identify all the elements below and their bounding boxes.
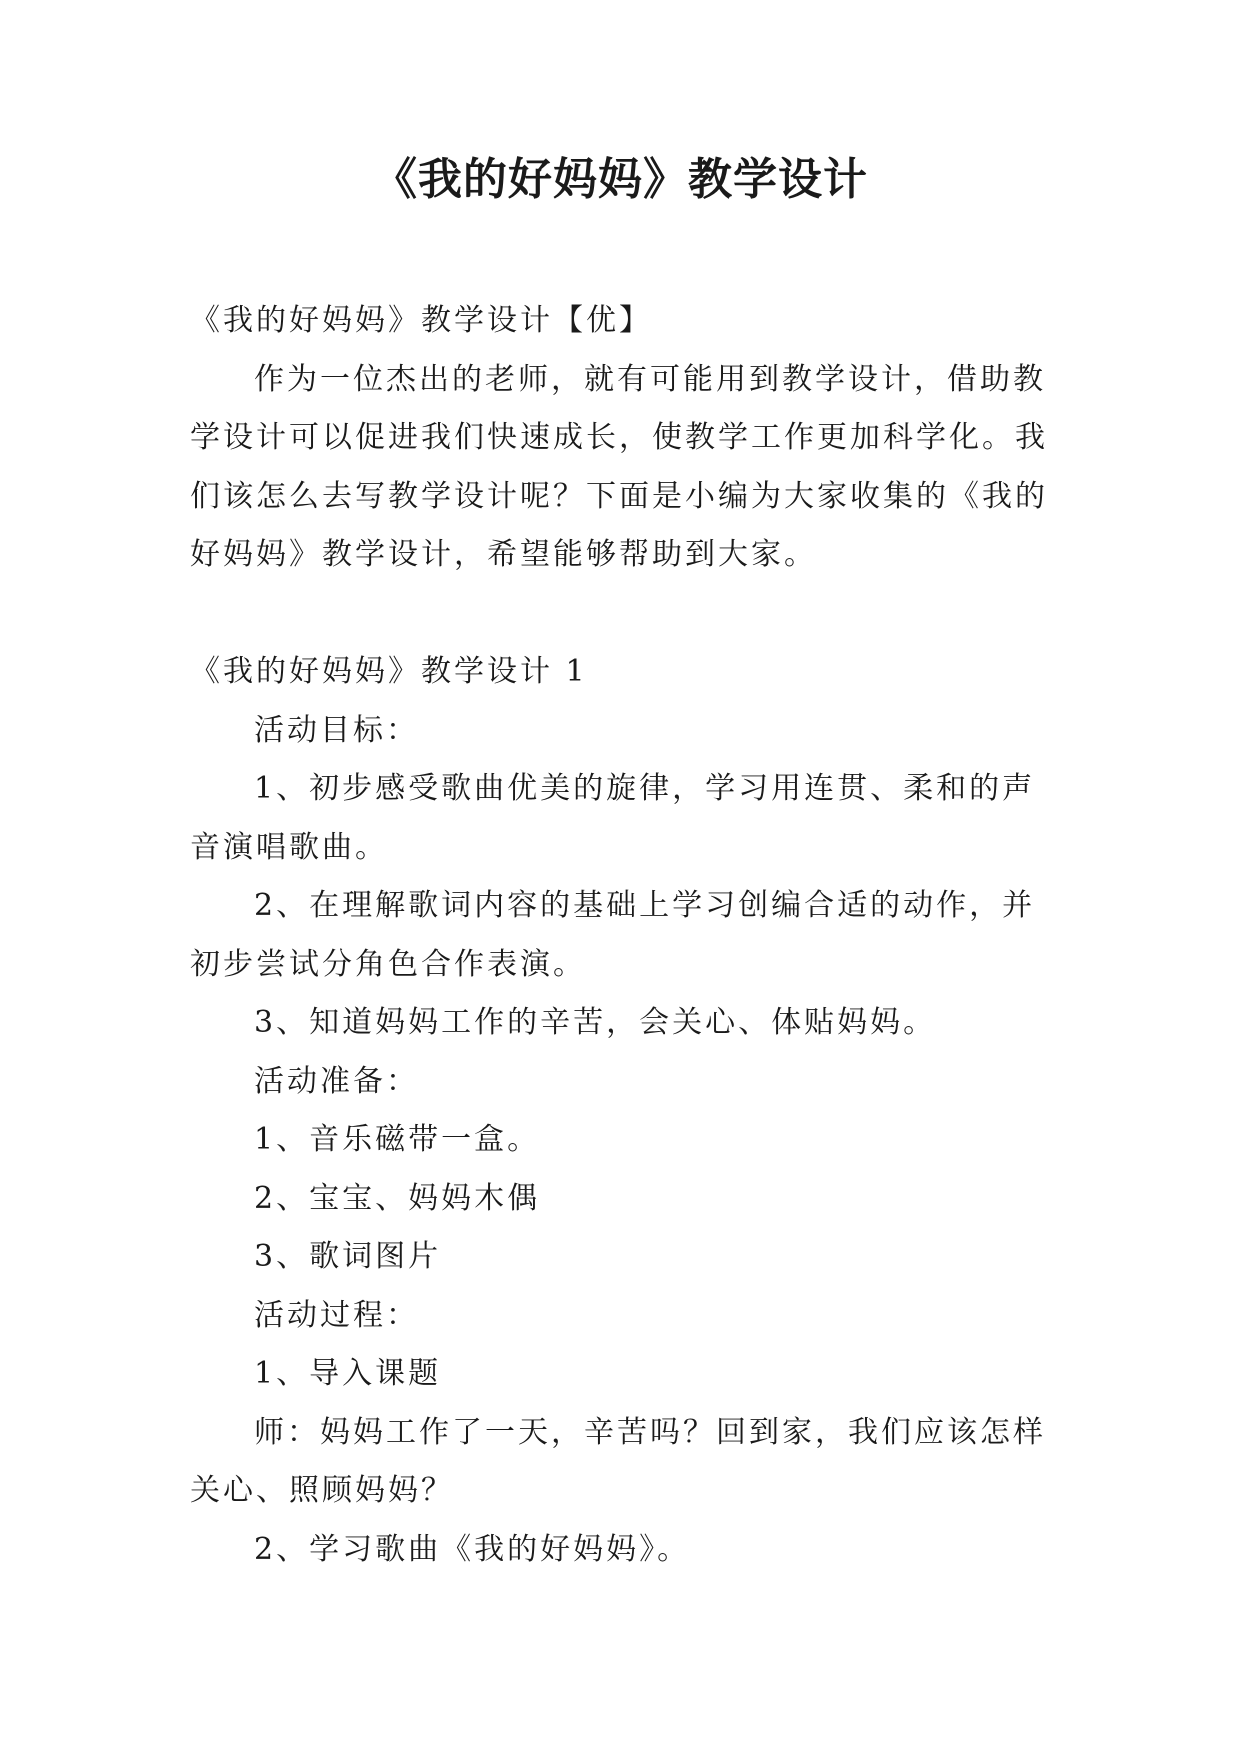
- section-heading: 《我的好妈妈》教学设计 1: [190, 654, 588, 689]
- paragraph-activity-process: 活动过程：: [254, 1297, 419, 1333]
- paragraph-step-2: 2、学习歌曲《我的好妈妈》。: [254, 1531, 691, 1567]
- paragraph-intro: 作为一位杰出的老师，就有可能用到教学设计，借助教学设计可以促进我们快速成长，使教学工作更加科学化。我们该怎么去写教学设计呢？下面是小编为大家收集的《我的好妈妈》教学设计，希望能够帮助到大家。: [190, 361, 1048, 572]
- paragraph-activity-goals: 活动目标：: [254, 712, 419, 748]
- paragraph-goal-1: 1、初步感受歌曲优美的旋律，学习用连贯、柔和的声音演唱歌曲。: [190, 771, 1036, 865]
- paragraph-goal-2: 2、在理解歌词内容的基础上学习创编合适的动作，并初步尝试分角色合作表演。: [190, 888, 1036, 982]
- paragraph-prep-3: 3、歌词图片: [254, 1239, 442, 1274]
- paragraph-step-1: 1、导入课题: [254, 1356, 442, 1391]
- paragraph-subtitle: 《我的好妈妈》教学设计【优】: [190, 303, 652, 338]
- document-title: 《我的好妈妈》教学设计: [373, 154, 868, 205]
- document-body: [190, 292, 1050, 1579]
- paragraph-prep-1: 1、音乐磁带一盒。: [254, 1122, 541, 1157]
- paragraph-spacer: [190, 585, 1050, 644]
- paragraph-prep-2: 2、宝宝、妈妈木偶: [254, 1180, 541, 1216]
- paragraph-teacher-question: 师：妈妈工作了一天，辛苦吗？回到家，我们应该怎样关心、照顾妈妈？: [190, 1414, 1046, 1508]
- paragraph-activity-prep: 活动准备：: [254, 1063, 419, 1099]
- paragraph-goal-3: 3、知道妈妈工作的辛苦，会关心、体贴妈妈。: [254, 1005, 937, 1040]
